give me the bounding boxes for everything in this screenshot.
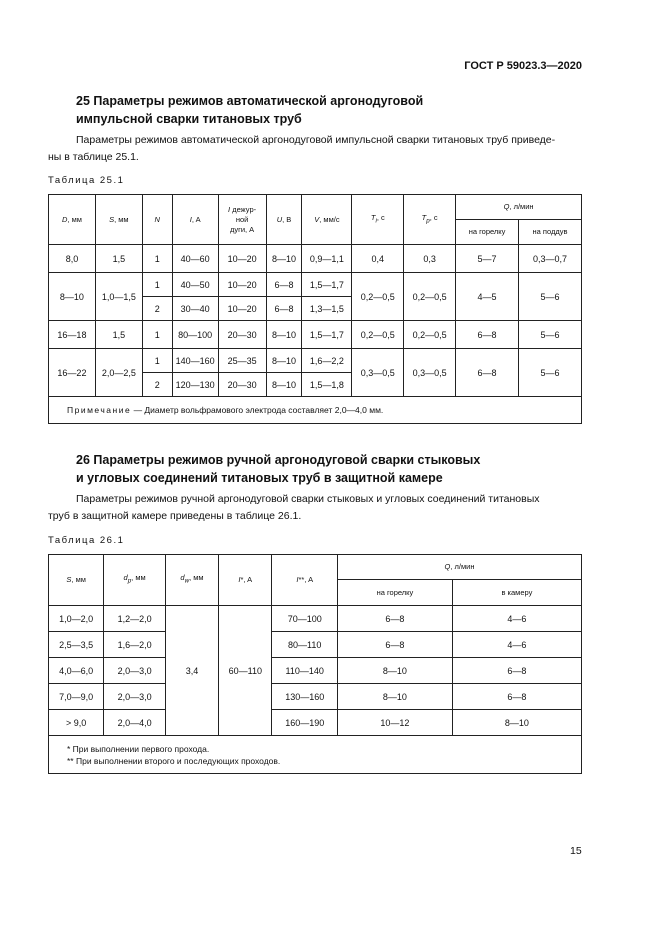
cell: 0,2—0,5 [352, 273, 404, 321]
page-number: 15 [570, 845, 582, 857]
cell: 110—140 [272, 658, 338, 684]
heading-line: и угловых соединений титановых труб в защитной камере [76, 471, 443, 485]
cell: 2,5—3,5 [49, 632, 104, 658]
cell: 80—110 [272, 632, 338, 658]
header-Q: Q, л/мин [338, 555, 582, 580]
cell: 16—22 [49, 349, 96, 397]
cell: 40—60 [172, 245, 218, 273]
cell: 130—160 [272, 684, 338, 710]
cell: 160—190 [272, 710, 338, 736]
cell: 2,0—3,0 [104, 684, 166, 710]
cell: 5—6 [519, 273, 582, 321]
cell: 0,3—0,5 [352, 349, 404, 397]
cell: 3,4 [165, 606, 218, 736]
header-I-standby: I дежур- ной дуги, А [218, 195, 266, 245]
header-I-second: I**, A [272, 555, 338, 606]
cell: 0,9—1,1 [302, 245, 352, 273]
heading-line: 26 Параметры режимов ручной аргонодуговой сварки стыковых [76, 453, 481, 467]
cell: 1,5—1,7 [302, 321, 352, 349]
cell: 70—100 [272, 606, 338, 632]
cell: 1,0—1,5 [95, 273, 142, 321]
cell: 140—160 [172, 349, 218, 373]
cell: 0,3—0,7 [519, 245, 582, 273]
header-I-first: I*, A [219, 555, 272, 606]
cell: 6—8 [338, 606, 453, 632]
cell: 4,0—6,0 [49, 658, 104, 684]
footnote: ** При выполнении второго и последующих проходов. [67, 755, 281, 766]
heading-line: импульсной сварки титановых труб [76, 112, 302, 126]
header-Q-purge: на поддув [519, 220, 582, 245]
table-row [49, 245, 582, 273]
cell: 6—8 [456, 321, 519, 349]
cell: 16—18 [49, 321, 96, 349]
table-row [49, 321, 582, 349]
footnote: * При выполнении первого прохода. [67, 743, 210, 754]
cell: 8—10 [266, 349, 302, 373]
cell: 4—6 [452, 632, 581, 658]
cell: 0,3 [404, 245, 456, 273]
section-26-heading [76, 451, 480, 487]
cell: 2 [142, 297, 172, 321]
cell: 10—12 [338, 710, 453, 736]
cell: 0,2—0,5 [404, 273, 456, 321]
cell: 8—10 [266, 321, 302, 349]
header-Q-chamber: в камеру [452, 580, 581, 606]
cell: 2,0—4,0 [104, 710, 166, 736]
cell: 0,2—0,5 [404, 321, 456, 349]
header-Tp: $T_p$, с [404, 195, 456, 245]
cell: 20—30 [218, 373, 266, 397]
cell: 6—8 [452, 658, 581, 684]
cell: 5—6 [519, 349, 582, 397]
header-N: N [142, 195, 172, 245]
table-26-1-caption: Таблица 26.1 [48, 535, 125, 546]
cell: 30—40 [172, 297, 218, 321]
table-25-1-caption: Таблица 25.1 [48, 175, 125, 186]
table-26-1-footnotes [49, 736, 582, 774]
cell: 8—10 [266, 373, 302, 397]
cell: 80—100 [172, 321, 218, 349]
cell: 6—8 [338, 632, 453, 658]
cell: 1,5 [95, 321, 142, 349]
cell: 1,5—1,7 [302, 273, 352, 297]
cell: 20—30 [218, 321, 266, 349]
header-D: D, мм [49, 195, 96, 245]
cell: 2,0—2,5 [95, 349, 142, 397]
note-label: Примечание [67, 405, 132, 415]
cell: 1,6—2,0 [104, 632, 166, 658]
header-Q-torch: на горелку [338, 580, 453, 606]
cell: 1 [142, 245, 172, 273]
header-dw: $d_w$, мм [165, 555, 218, 606]
cell: 0,4 [352, 245, 404, 273]
header-I: I, A [172, 195, 218, 245]
cell: 1,5 [95, 245, 142, 273]
paragraph-line: труб в защитной камере приведены в таблице 26.1. [48, 510, 302, 522]
cell: 8—10 [338, 684, 453, 710]
cell: 10—20 [218, 273, 266, 297]
cell: 5—7 [456, 245, 519, 273]
cell: 1,6—2,2 [302, 349, 352, 373]
header-Ti: $T_i$, с [352, 195, 404, 245]
cell: 10—20 [218, 245, 266, 273]
header-dp: $d_p$, мм [104, 555, 166, 606]
cell: 0,3—0,5 [404, 349, 456, 397]
section-25-heading [76, 92, 423, 128]
cell: 2 [142, 373, 172, 397]
table-row [49, 273, 582, 297]
cell: 8—10 [452, 710, 581, 736]
cell: 6—8 [266, 297, 302, 321]
paragraph-line: Параметры режимов ручной аргонодуговой сварки стыковых и угловых соединений титановых [76, 493, 540, 505]
cell: 4—5 [456, 273, 519, 321]
cell: 1,2—2,0 [104, 606, 166, 632]
table-row [49, 658, 582, 684]
table-row [49, 710, 582, 736]
section-25-paragraph [48, 132, 582, 166]
header-U: U, B [266, 195, 302, 245]
cell: 1,3—1,5 [302, 297, 352, 321]
table-row [49, 606, 582, 632]
table-row [49, 684, 582, 710]
section-26-paragraph [48, 491, 582, 525]
paragraph-line: ны в таблице 25.1. [48, 151, 139, 163]
heading-line: 25 Параметры режимов автоматической аргонодуговой [76, 94, 424, 108]
table-row [49, 632, 582, 658]
cell: 8—10 [338, 658, 453, 684]
header-S: S, мм [49, 555, 104, 606]
cell: 5—6 [519, 321, 582, 349]
cell: 8,0 [49, 245, 96, 273]
table-row [49, 349, 582, 373]
table-26-1 [48, 554, 582, 774]
cell: 1 [142, 321, 172, 349]
header-V: V, мм/с [302, 195, 352, 245]
cell: 120—130 [172, 373, 218, 397]
cell: 0,2—0,5 [352, 321, 404, 349]
header-Q-torch: на горелку [456, 220, 519, 245]
cell: 40—50 [172, 273, 218, 297]
cell: 1,0—2,0 [49, 606, 104, 632]
table-25-1-note [49, 397, 582, 424]
cell: 60—110 [219, 606, 272, 736]
cell: 6—8 [456, 349, 519, 397]
cell: 8—10 [49, 273, 96, 321]
cell: 8—10 [266, 245, 302, 273]
header-S: S, мм [95, 195, 142, 245]
cell: 7,0—9,0 [49, 684, 104, 710]
document-header: ГОСТ Р 59023.3—2020 [464, 60, 582, 72]
cell: 10—20 [218, 297, 266, 321]
header-Q: Q, л/мин [456, 195, 582, 220]
note-text: — Диаметр вольфрамового электрода составляет 2,0—4,0 мм. [131, 405, 384, 415]
cell: 1,5—1,8 [302, 373, 352, 397]
cell: 2,0—3,0 [104, 658, 166, 684]
cell: 1 [142, 273, 172, 297]
cell: > 9,0 [49, 710, 104, 736]
cell: 6—8 [266, 273, 302, 297]
cell: 1 [142, 349, 172, 373]
cell: 6—8 [452, 684, 581, 710]
table-25-1 [48, 194, 582, 424]
cell: 25—35 [218, 349, 266, 373]
cell: 4—6 [452, 606, 581, 632]
paragraph-line: Параметры режимов автоматической аргонодуговой импульсной сварки титановых труб приведе- [76, 134, 556, 146]
